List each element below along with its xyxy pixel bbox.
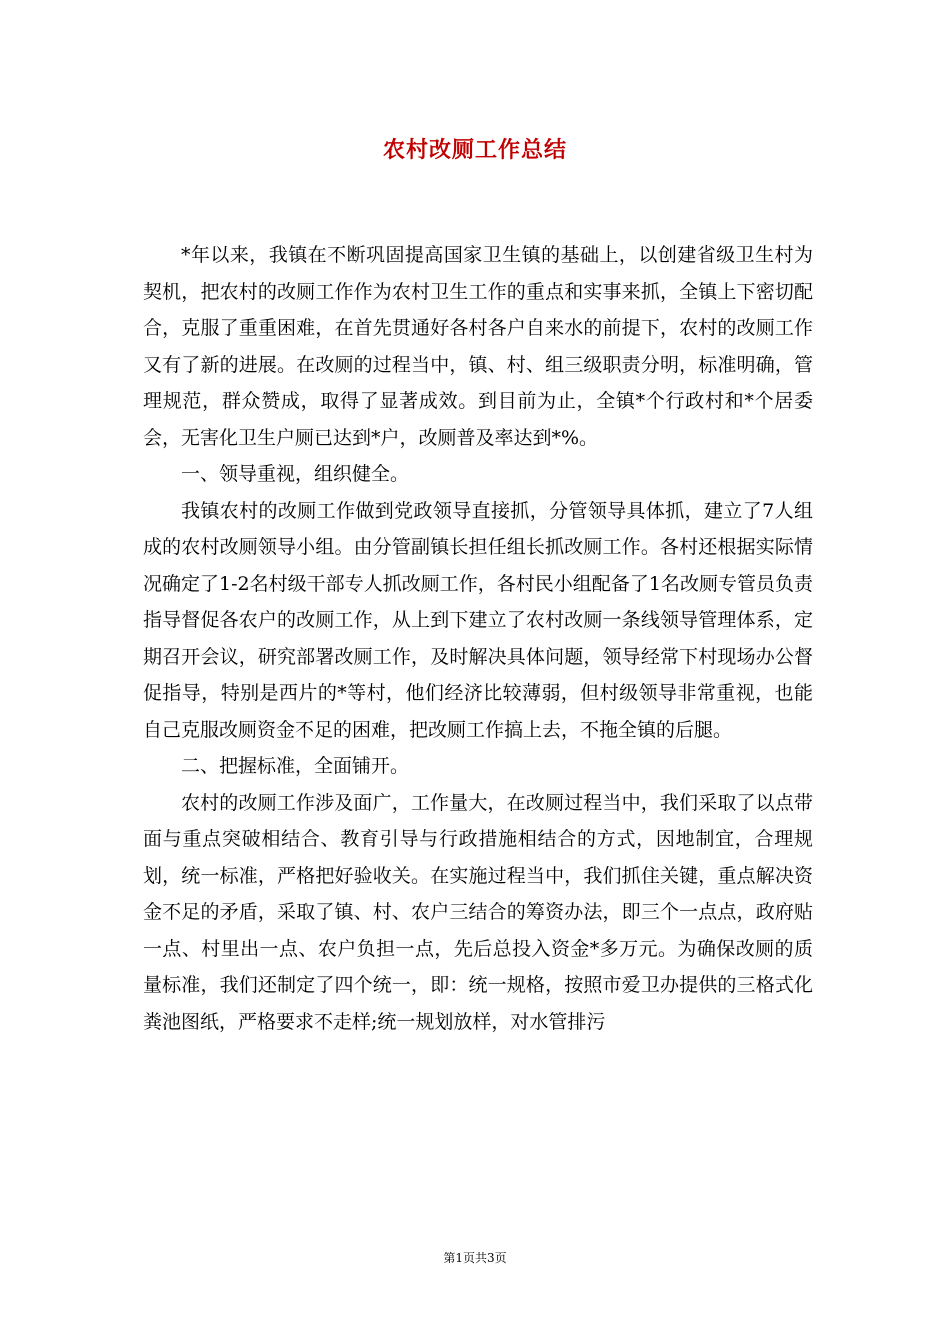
page-number-footer: 第1页共3页 bbox=[443, 1251, 507, 1265]
document-body bbox=[143, 237, 813, 1040]
paragraph-section-2: 农村的改厕工作涉及面广，工作量大，在改厕过程当中，我们采取了以点带面与重点突破相结合、教育引导与行政措施相结合的方式，因地制宜，合理规划，统一标准，严格把好验收关。在实施过程当中，我们抓住关键，重点解决资金不足的矛盾，采取了镇、村、农户三结合的筹资办法，即三个一点点，政府贴一点、村里出一点、农户负担一点，先后总投入资金*多万元。为确保改厕的质量标准，我们还制定了四个统一，即：统一规格，按照市爱卫办提供的三格式化粪池图纸，严格要求不走样;统一规划放样，对水管排污 bbox=[143, 791, 813, 1033]
paragraph-section-1: 我镇农村的改厕工作做到党政领导直接抓，分管领导具体抓，建立了7人组成的农村改厕领导小组。由分管副镇长担任组长抓改厕工作。各村还根据实际情况确定了1-2名村级干部专人抓改厕工作，各村民小组配备了1名改厕专管员负责指导督促各农户的改厕工作，从上到下建立了农村改厕一条线领导管理体系，定期召开会议，研究部署改厕工作，及时解决具体问题，领导经常下村现场办公督促指导，特别是西片的*等村，他们经济比较薄弱，但村级领导非常重视，也能自己克服改厕资金不足的困难，把改厕工作搞上去，不拖全镇的后腿。 bbox=[143, 499, 813, 741]
section-heading-1: 一、领导重视，组织健全。 bbox=[181, 463, 410, 485]
section-heading-2: 二、把握标准，全面铺开。 bbox=[181, 755, 410, 777]
document-title: 农村改厕工作总结 bbox=[382, 137, 567, 163]
paragraph-intro: *年以来，我镇在不断巩固提高国家卫生镇的基础上，以创建省级卫生村为契机，把农村的改厕工作作为农村卫生工作的重点和实事来抓，全镇上下密切配合，克服了重重困难，在首先贯通好各村各户自来水的前提下，农村的改厕工作又有了新的进展。在改厕的过程当中，镇、村、组三级职责分明，标准明确，管理规范，群众赞成，取得了显著成效。到目前为止，全镇*个行政村和*个居委会，无害化卫生户厕已达到*户，改厕普及率达到*%。 bbox=[143, 244, 813, 449]
